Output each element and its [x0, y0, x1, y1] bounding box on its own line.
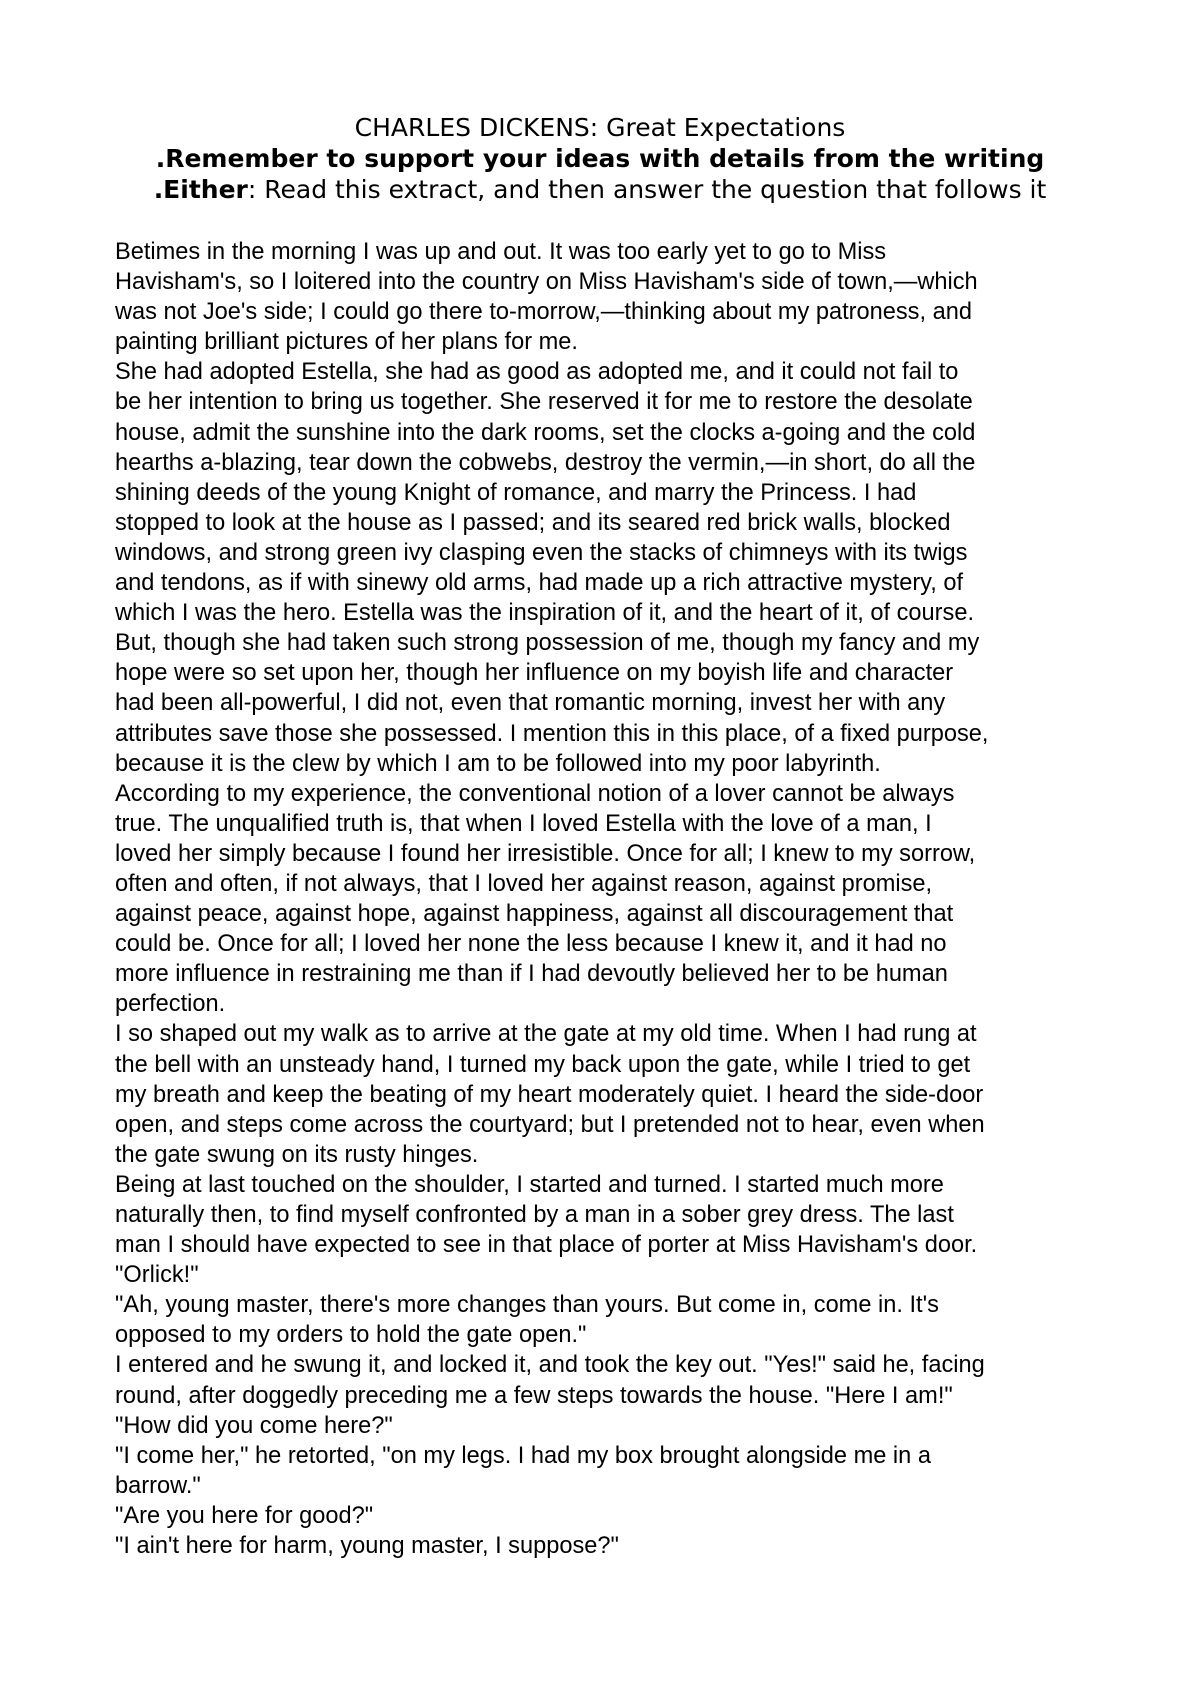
extract-line: my breath and keep the beating of my heart moderately quiet. I heard the side-door [115, 1081, 984, 1108]
extract-line: She had adopted Estella, she had as good as adopted me, and it could not fail to [115, 359, 959, 386]
extract-line: naturally then, to find myself confronted by a man in a sober grey dress. The last [115, 1202, 954, 1228]
extract-line: opposed to my orders to hold the gate open." [115, 1322, 587, 1349]
extract-line: and tendons, as if with sinewy old arms, had made up a rich attractive mystery, of [115, 570, 964, 597]
extract-line: be her intention to bring us together. She reserved it for me to restore the desolate [115, 389, 973, 416]
extract-line: the bell with an unsteady hand, I turned my back upon the gate, while I tried to get [115, 1051, 971, 1078]
extract-line: I entered and he swung it, and locked it, and took the key out. "Yes!" said he, facing [115, 1352, 985, 1379]
extract-line: against peace, against hope, against happiness, against all discouragement that [115, 901, 954, 928]
document-title: CHARLES DICKENS: Great Expectations [354, 113, 846, 142]
extract-line: "Ah, young master, there's more changes than yours. But come in, come in. It's [115, 1292, 939, 1319]
extract-line: more influence in restraining me than if I had devoutly believed her to be human [115, 961, 948, 988]
extract-line: Being at last touched on the shoulder, I started and turned. I started much more [115, 1171, 944, 1198]
either-label: .Either [153, 175, 248, 204]
either-text: : Read this extract, and then answer the question that follows it [247, 175, 1047, 204]
extract-line: Havisham's, so I loitered into the country on Miss Havisham's side of town,—which [115, 269, 978, 296]
extract-line: I so shaped out my walk as to arrive at the gate at my old time. When I had rung at [115, 1021, 977, 1048]
extract-line: hearths a-blazing, tear down the cobwebs, destroy the vermin,—in short, do all the [115, 449, 976, 476]
extract-line: "Orlick!" [115, 1262, 199, 1289]
extract-line: man I should have expected to see in that place of porter at Miss Havisham's door. [115, 1232, 978, 1259]
extract-line: which I was the hero. Estella was the inspiration of it, and the heart of it, of course. [115, 600, 975, 627]
extract-line: painting brilliant pictures of her plans for me. [115, 329, 578, 356]
extract-line: often and often, if not always, that I loved her against reason, against promise, [115, 870, 933, 897]
extract-line: had been all-powerful, I did not, even that romantic morning, invest her with any [115, 690, 946, 717]
extract-line: because it is the clew by which I am to be followed into my poor labyrinth. [115, 750, 881, 777]
extract-line: was not Joe's side; I could go there to-morrow,—thinking about my patroness, and [115, 299, 972, 326]
extract-line: round, after doggedly preceding me a few steps towards the house. "Here I am!" [115, 1382, 953, 1409]
extract-line: "How did you come here?" [115, 1412, 393, 1439]
extract-line: But, though she had taken such strong possession of me, though my fancy and my [115, 630, 980, 657]
extract-line: stopped to look at the house as I passed; and its seared red brick walls, blocked [115, 509, 951, 536]
extract-line: "I ain't here for harm, young master, I suppose?" [115, 1533, 619, 1560]
extract-line: "I come her," he retorted, "on my legs. I had my box brought alongside me in a [115, 1442, 931, 1469]
extract-line: "Are you here for good?" [115, 1502, 374, 1529]
extract-line: house, admit the sunshine into the dark rooms, set the clocks a-going and the cold [115, 419, 976, 446]
extract-line: barrow." [115, 1472, 201, 1499]
extract-line: loved her simply because I found her irresistible. Once for all; I knew to my sorrow, [115, 840, 976, 867]
extract-line: shining deeds of the young Knight of romance, and marry the Princess. I had [115, 479, 917, 506]
either-line [0, 174, 1200, 205]
extract-line: the gate swung on its rusty hinges. [115, 1141, 479, 1168]
extract-line: According to my experience, the conventional notion of a lover cannot be always [115, 780, 955, 807]
extract-line: could be. Once for all; I loved her none the less because I knew it, and it had no [115, 931, 947, 958]
extract-line: attributes save those she possessed. I mention this in this place, of a fixed purpose, [115, 720, 989, 747]
extract-line: perfection. [115, 991, 226, 1018]
extract-line: open, and steps come across the courtyard; but I pretended not to hear, even when [115, 1111, 985, 1138]
extract-line: Betimes in the morning I was up and out. It was too early yet to go to Miss [115, 239, 887, 265]
extract-line: windows, and strong green ivy clasping even the stacks of chimneys with its twigs [115, 539, 968, 566]
extract-line: hope were so set upon her, though her influence on my boyish life and character [115, 660, 954, 687]
extract-line: true. The unqualified truth is, that when I loved Estella with the love of a man, I [115, 810, 932, 837]
extract-text [115, 237, 1095, 1561]
instruction-line: .Remember to support your ideas with details from the writing [155, 144, 1045, 173]
document-header [0, 112, 1200, 205]
